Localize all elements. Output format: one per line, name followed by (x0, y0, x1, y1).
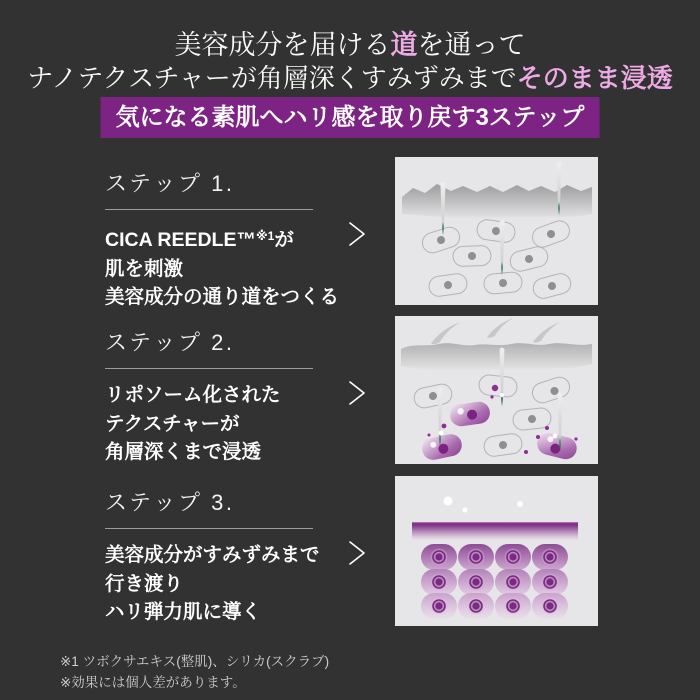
footnote-marker: ※1 (255, 229, 275, 243)
purple-banner: 気になる素肌へハリ感を取り戻す3ステップ (101, 97, 600, 138)
step-1-text (105, 167, 350, 312)
step-2-line-1: リポソーム化された (105, 384, 281, 406)
step-3-line-1: 美容成分がすみずみまで (105, 544, 320, 566)
step-1-description (105, 222, 350, 312)
headline-line1 (0, 23, 700, 62)
step-3-divider (105, 528, 313, 529)
skin-surface (401, 343, 592, 371)
step-2-illustration (395, 316, 598, 464)
chevron-right-icon (348, 380, 366, 406)
headline-line1-post: を通って (417, 30, 526, 60)
step-2-text (105, 326, 350, 467)
footnote-1: ※1 ツボクサエキス(整肌)、シリカ(スクラブ) (60, 654, 330, 669)
step-1-section (105, 157, 700, 309)
step-3-illustration (395, 476, 598, 626)
step-3-line-2: 行き渡り (105, 572, 184, 595)
step-1-line-3: 美容成分の通り道をつくる (105, 286, 340, 308)
step-3-line-3: ハリ弾力肌に導く (105, 601, 262, 623)
step-2-section (105, 316, 700, 468)
step-1-illustration (395, 157, 598, 305)
step-1-line-2: 肌を刺激 (105, 257, 184, 280)
step-3-description (105, 541, 350, 627)
step-2-heading: ステップ 2. (105, 330, 235, 355)
step-1-heading: ステップ 1. (105, 171, 235, 196)
smooth-skin-surface (412, 522, 578, 540)
headline-line1-pre: 美容成分を届ける (174, 30, 391, 60)
step-3-heading: ステップ 3. (105, 490, 235, 515)
footnotes (60, 651, 329, 693)
chevron-right-icon (348, 221, 366, 247)
step-2-divider (105, 368, 313, 369)
chevron-right-icon (348, 540, 366, 566)
footnote-2: ※効果には個人差があります。 (60, 675, 246, 690)
headline-line1-highlight: 道 (390, 30, 418, 60)
headline-line2-highlight: そのまま浸透 (516, 63, 673, 93)
step-3-text (105, 486, 350, 627)
step-2-line-3: 角層深くまで浸透 (105, 441, 262, 463)
headline-line2-pre: ナノテクスチャーが角層深くすみずみまで (27, 63, 517, 93)
step-1-divider (105, 209, 313, 210)
step-1-line-1: CICA REEDLE™$^{※1}$が (105, 229, 294, 251)
step-3-section (105, 476, 700, 628)
step-2-description (105, 381, 350, 467)
headline-line2 (0, 58, 700, 95)
step-2-line-2: テクスチャーが (105, 412, 240, 435)
